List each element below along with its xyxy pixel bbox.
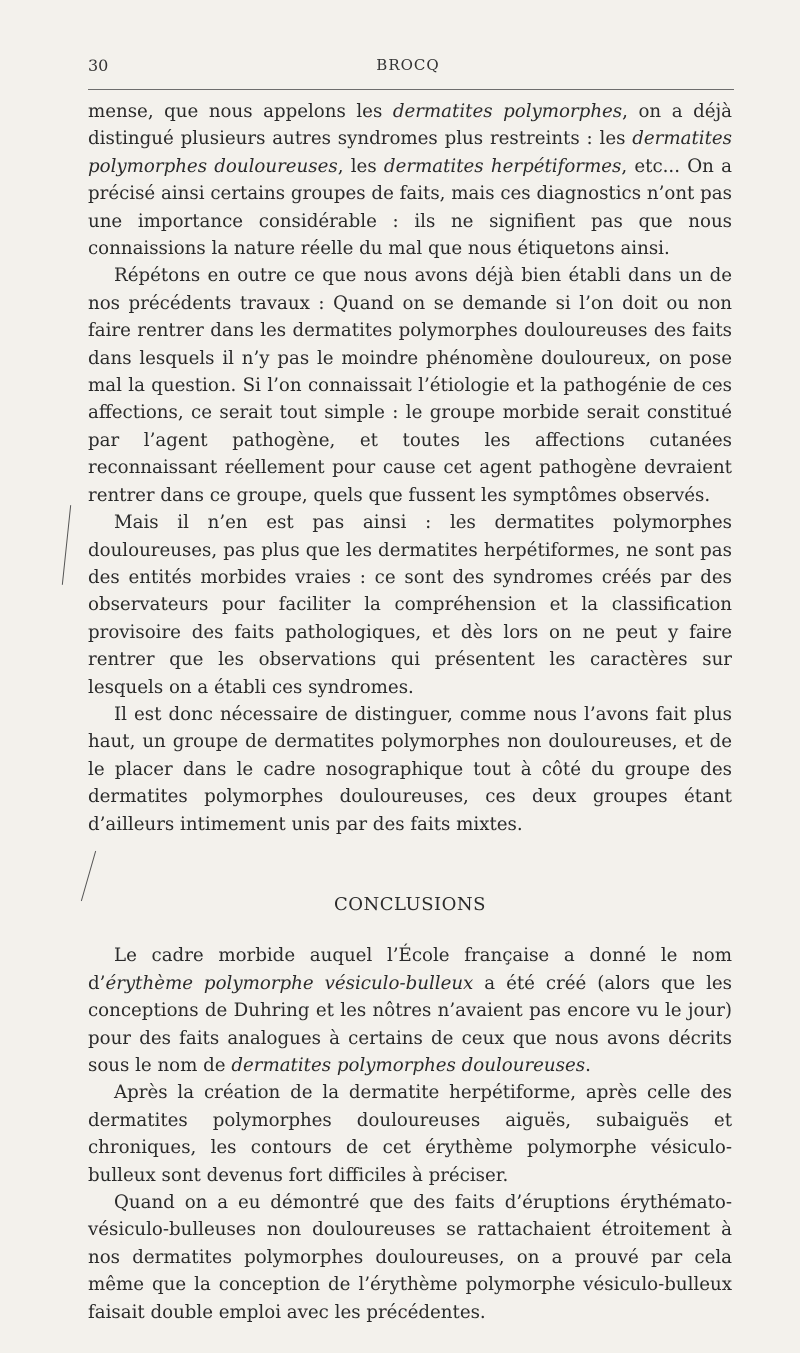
paragraph: Répétons en outre ce que nous avons déjà bien établi dans un de nos précédents travaux : Quand on se demande si l’on doit ou non faire rentrer dans les dermatites polymorphes douloureuses des faits dans lesquels il n’y pas le moindre phénomène douloureux, on pose mal la question. Si l’on connaissait l’étiologie et la pathogénie de ces affections, ce serait tout simple : le groupe morbide serait constitué par l’agent pathogène, et toutes les affections cutanées reconnaissant réellement pour cause cet agent pathogène devraient rentrer dans ce groupe, quels que fussent les symptômes observés. bbox=[88, 265, 732, 506]
paragraph: Le cadre morbide auquel l’École française a donné le nom d’érythème polymorphe vésiculo-bulleux a été créé (alors que les conceptions de Duhring et les nôtres n’avaient pas encore vu le jour) pour des faits analogues à certains de ceux que nous avons décrits sous le nom de dermatites polymorphes douloureuses. bbox=[88, 945, 732, 1076]
paragraph: Après la création de la dermatite herpétiforme, après celle des dermatites polymorphes douloureuses aiguës, subaiguës et chroniques, les contours de cet érythème polymorphe vésiculo-bulleux sont devenus fort difficiles à préciser. bbox=[88, 1082, 732, 1186]
paragraph: mense, que nous appelons les dermatites polymorphes, on a déjà distingué plusieurs autres syndromes plus restreints : les dermatites polymorphes douloureuses, les dermatites herpétiformes, etc... On a précisé ainsi certains groupes de faits, mais ces diagnostics n’ont pas une importance considérable : ils ne signifient pas que nous connaissions la nature réelle du mal que nous étiquetons ainsi. bbox=[88, 101, 732, 260]
paragraph: Il est donc nécessaire de distinguer, comme nous l’avons fait plus haut, un groupe de dermatites polymorphes non douloureuses, et de le placer dans le cadre nosographique tout à côté du groupe des dermatites polymorphes douloureuses, ces deux groupes étant d’ailleurs intimement unis par des faits mixtes. bbox=[88, 703, 732, 835]
paragraph: Mais il n’en est pas ainsi : les dermatites polymorphes douloureuses, pas plus que les dermatites herpétiformes, ne sont pas des entités morbides vraies : ce sont des syndromes créés par des observateurs pour faciliter la compréhension et la classification provisoire des faits pathologiques, et dès lors on ne peut y faire rentrer que les observations qui présentent les caractères sur lesquels on a établi ces syndromes. bbox=[88, 512, 732, 698]
margin-pencil-mark bbox=[62, 505, 71, 585]
paragraph: Quand on a eu démontré que des faits d’éruptions érythémato-vésiculo-bulleuses non douloureuses se rattachaient étroitement à nos dermatites polymorphes douloureuses, on a prouvé par cela même que la conception de l’érythème polymorphe vésiculo-bulleux faisait double emploi avec les précédentes. bbox=[88, 1192, 732, 1323]
page-number: 30 bbox=[88, 56, 109, 75]
header-rule bbox=[88, 89, 734, 90]
body-text bbox=[88, 98, 732, 1326]
section-heading: CONCLUSIONS bbox=[334, 893, 486, 915]
page-header bbox=[88, 56, 728, 82]
running-title: BROCQ bbox=[376, 56, 440, 74]
